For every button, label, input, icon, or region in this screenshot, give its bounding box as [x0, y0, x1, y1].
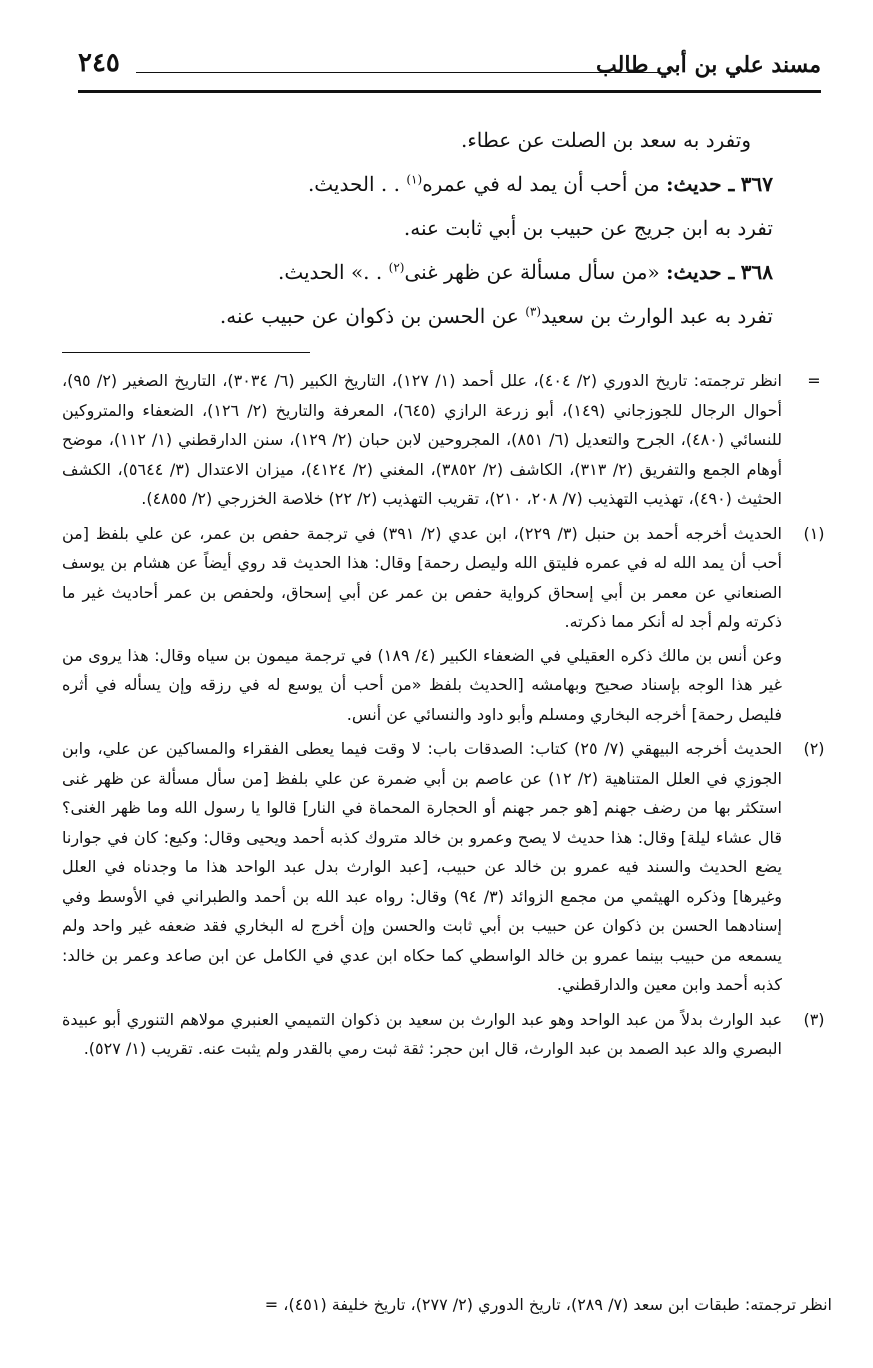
header-rule: [136, 72, 659, 73]
text-line: تفرد به عبد الوارث بن سعيد$^{(٣)}$ عن الحسن بن ذكوان عن حبيب عنه.: [219, 304, 773, 328]
footnote-ref[interactable]: (٣): [525, 304, 542, 319]
text-line: تفرد به ابن جريج عن حبيب بن أبي ثابت عنه.: [403, 216, 773, 240]
hadith-text: من أحب أن يمد له في عمره: [422, 172, 660, 196]
footnote-marker: (٢): [803, 739, 825, 758]
hadith-text: . . الحديث.: [307, 172, 400, 196]
footnote-2: [62, 734, 825, 1000]
footnote-continuation: [62, 366, 821, 514]
text-line: وتفرد به سعد بن الصلت عن عطاء.: [460, 128, 751, 152]
hadith-label: ـ حديث:: [666, 172, 735, 196]
footnote-1: [62, 519, 825, 730]
footnote-marker: =: [807, 371, 821, 390]
footnote-trailing-line: انظر ترجمته: طبقات ابن سعد (٧/ ٢٨٩)، تاريخ الدوري (٢/ ٢٧٧)، تاريخ خليفة (٤٥١)، =: [264, 1295, 832, 1314]
hadith-text: «من سأل مسألة عن ظهر غنى: [404, 260, 660, 284]
running-title: مسند علي بن أبي طالب: [596, 52, 821, 78]
footnote-separator: [62, 352, 310, 353]
footnote-text: انظر ترجمته: تاريخ الدوري (٢/ ٤٠٤)، علل أحمد (١/ ١٢٧)، التاريخ الكبير (٦/ ٣٠٣٤)، التاريخ الصغير (٢/ ٩٥)، أحوال الرجال للجوزجاني (١٤٩)، أبو زرعة الرازي (٦٤٥)، المعرفة والتاريخ (٢/ ١٢٦)، الضعفاء والمتروكين للنسائي (٤٨٠)، الجرح والتعديل (٦/ ٨٥١)، المجروحين لابن حبان (٢/ ١٢٩)، سنن الدارقطني (١/ ١١٢)، موضح أوهام الجمع والتفريق (٢/ ٣١٣)، الكاشف (٢/ ٣٨٥٢)، المغني (٢/ ٤١٢٤)، ميزان الاعتدال (٣/ ٥٦٤٤)، الكشف الحثيث (٤٩٠)، تهذيب التهذيب (٧/ ٢٠٨، ٢١٠)، تقريب التهذيب (٢/ ٢٢) خلاصة الخزرجي (٢/ ٤٨٥٥).: [62, 371, 783, 508]
footnote-marker: (٣): [803, 1009, 825, 1029]
footnote-marker: (١): [803, 523, 825, 543]
footnote-ref[interactable]: (٢): [388, 260, 405, 275]
hadith-label: ـ حديث:: [666, 260, 735, 284]
footnote-ref[interactable]: (١): [406, 172, 423, 187]
footnote-text: عبد الوارث بدلاً من عبد الواحد وهو عبد الوارث بن سعيد بن ذكوان التميمي العنبري مولاهم التنوري أبو عبيدة البصري والد عبد الصمد بن عبد الوارث، قال ابن حجر: ثقة ثبت رمي بالقدر ولم يثبت عنه. تقريب (١/ ٥٢٧).: [62, 1009, 782, 1058]
hadith-text: . .» الحديث.: [277, 260, 383, 284]
footnote-text: الحديث أخرجه البيهقي (٧/ ٢٥) كتاب: الصدقات باب: لا وقت فيما يعطى الفقراء والمساكين عن علي، وابن الجوزي في العلل المتناهية (٢/ ١٢) عن عاصم بن أبي ضمرة عن علي بلفظ [من سأل مسألة عن ظهر غنى استكثر بها من رضف جهنم [هو جمر جهنم أو الحجارة المحماة في النار] قالوا يا رسول الله وما ظهر الغنى؟ قال عشاء ليلة] وقال: هذا حديث لا يصح وعمرو بن خالد متروك كذبه أحمد ويحيى وقال: وكيع: كان في جوارنا يضع الحديث والسند فيه عمرو بن خالد عن حبيب، [عبد الوارث بدل عبد الواحد هذا ما وجدناه في العلل وغيرها] وذكره الهيثمي من مجمع الزوائد (٣/ ٩٤) وقال: رواه عبد الله بن أحمد والطبراني في الأوسط وفي إسنادهما الحسن بن ذكوان عن حبيب بن أبي ثابت والحسن وإن أخرج له البخاري فقد ضعفه غير واحد ولم يسمعه من حبيب بينما عمرو بن خالد الواسطي كما حكاه ابن عدي في الكامل عن ابن صاعد وعمر بن خالد: كذبه أحمد وابن معين والدارقطني.: [62, 739, 783, 994]
header-underline: [78, 90, 821, 93]
footnote-text: الحديث أخرجه أحمد بن حنبل (٣/ ٢٢٩)، ابن عدي (٢/ ٣٩١) في ترجمة حفص بن عمر، عن علي بلفظ [من أحب أن يمد الله له في عمره فليتق الله وليصل رحمة] وقال: هذا الحديث قد روي أيضاً عن هشام بن يوسف الصنعاني عن معمر بن أبي إسحاق كرواية حفص بن عمر عن أبي إسحاق، ولحفص بن عمر أحاديث غير ما ذكرته ولم أجد له أنكر مما ذكرته.: [62, 523, 783, 631]
page-number: ٢٤٥: [78, 48, 120, 78]
page-header: [78, 48, 821, 88]
footnote-3: [62, 1005, 825, 1064]
main-text: [83, 118, 773, 338]
hadith-number: ٣٦٨: [740, 260, 773, 284]
hadith-number: ٣٦٧: [740, 172, 773, 196]
hadith-368: [83, 250, 773, 294]
footnote-text: وعن أنس بن مالك ذكره العقيلي في الضعفاء الكبير (٤/ ١٨٩) في ترجمة ميمون بن سياه وقال: هذا يروى من غير هذا الوجه بإسناد صحيح وبهامشه [الحديث بلفظ «من أحب أن يوسع له في رزقه وإن يسأله في أثره فليصل رحمة] أخرجه البخاري ومسلم وأبو داود والنسائي عن أنس.: [62, 645, 782, 724]
hadith-367: [83, 162, 773, 206]
footnotes: [62, 366, 825, 1069]
